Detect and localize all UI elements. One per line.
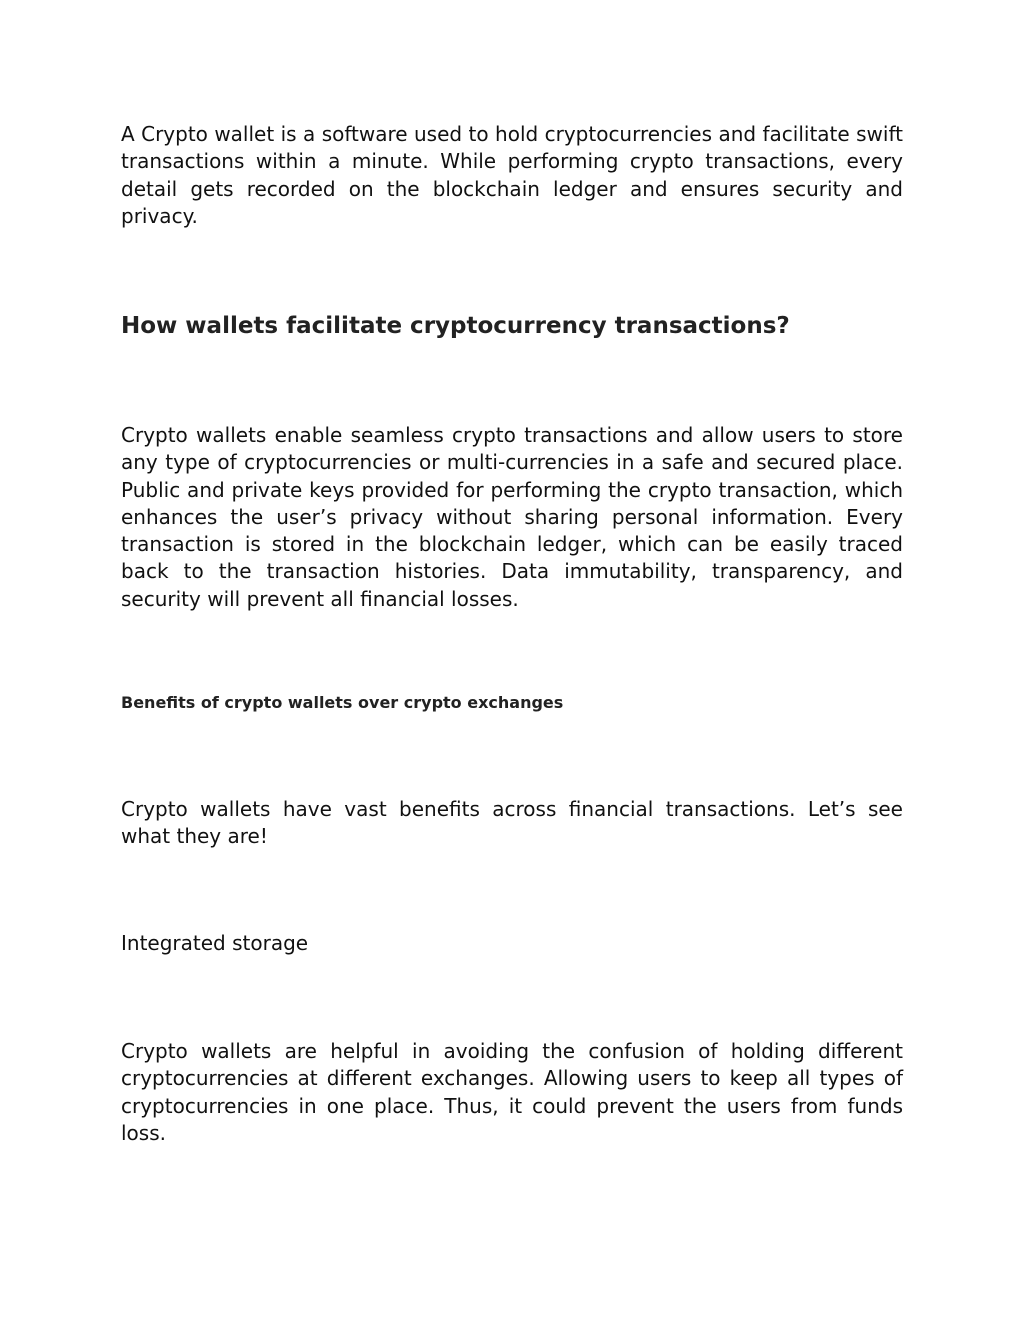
heading-how-wallets-work: How wallets facilitate cryptocurrency transactions? [121,313,790,339]
intro-paragraph: A Crypto wallet is a software used to hold cryptocurrencies and facilitate swift transactions within a minute. While performing crypto transactions, every detail gets recorded on the blockchain ledger and ensures security and privacy. [121,122,903,228]
how-wallets-paragraph: Crypto wallets enable seamless crypto transactions and allow users to store any type of cryptocurrencies or multi-currencies in a safe and secured place. Public and private keys provided for performing the crypto transaction, which enhances the user’s privacy without sharing personal information. Every transaction is stored in the blockchain ledger, which can be easily traced back to the transaction histories. Data immutability, transparency, and security will prevent all financial losses. [121,423,903,611]
storage-paragraph: Crypto wallets are helpful in avoiding the confusion of holding different cryptocurrencies at different exchanges. Allowing users to keep all types of cryptocurrencies in one place. Thus, it could prevent the users from funds loss. [121,1039,903,1145]
benefits-paragraph: Crypto wallets have vast benefits across financial transactions. Let’s see what they are! [121,797,903,849]
heading-benefits: Benefits of crypto wallets over crypto exchanges [121,693,564,712]
subheading-integrated-storage: Integrated storage [121,931,309,955]
